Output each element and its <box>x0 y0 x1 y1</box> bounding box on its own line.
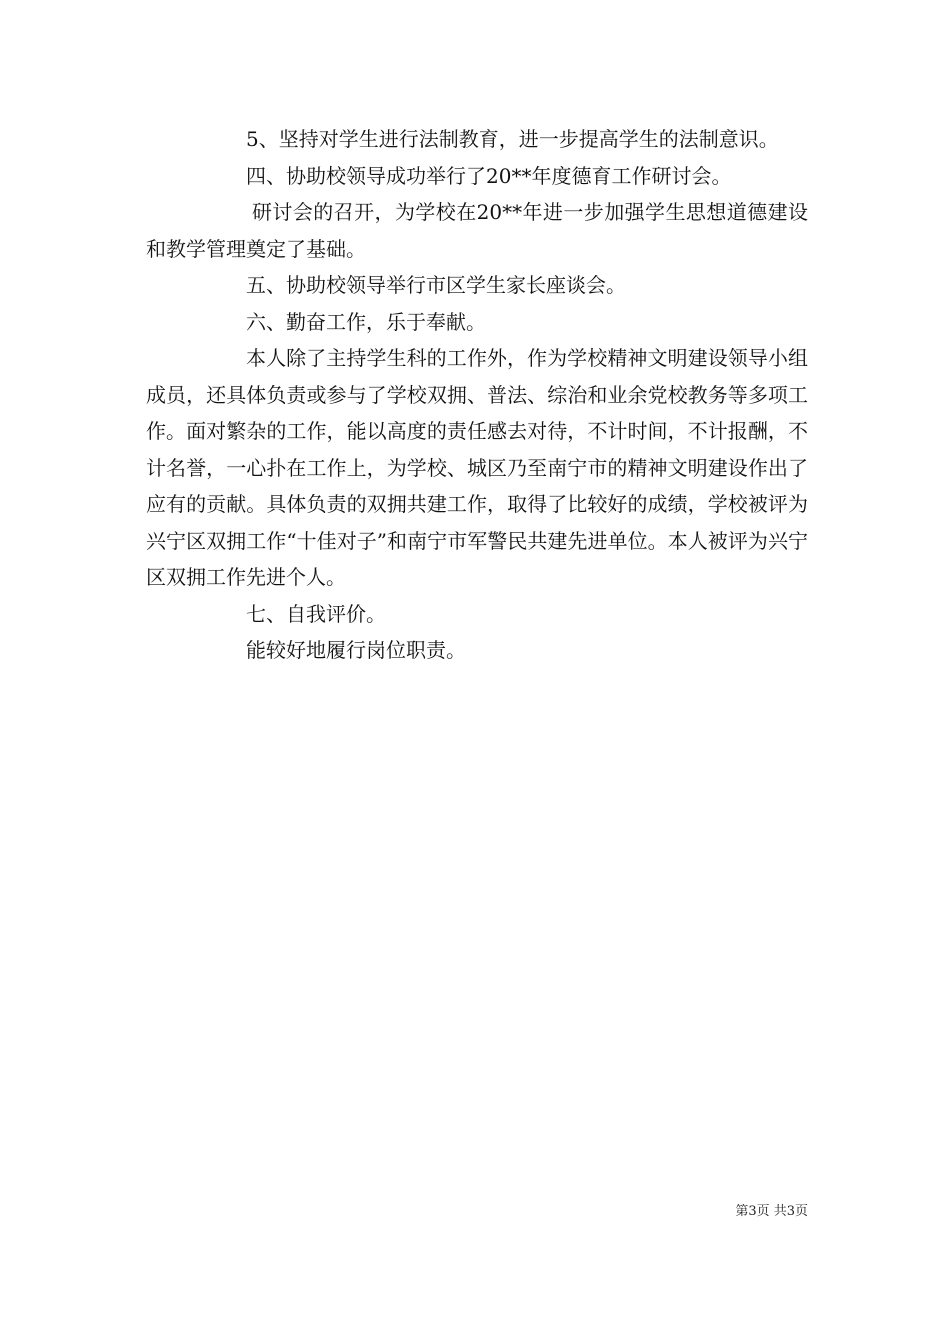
paragraph-self-evaluation-heading: 七、自我评价。 <box>246 601 386 626</box>
paragraph-diligent-work: 六、勤奋工作，乐于奉献。 <box>246 309 486 334</box>
page-footer: 第3页 共3页 <box>735 1204 808 1219</box>
paragraph-legal-education: 5、坚持对学生进行法制教育，进一步提高学生的法制意识。 <box>246 127 779 151</box>
paragraph-work-details: 本人除了主持学生科的工作外，作为学校精神文明建设领导小组成员，还具体负责或参与了学校双拥、普法、综治和业余党校教务等多项工作。面对繁杂的工作，能以高度的责任感去对待，不计时间，不计报酬，不计名誉，一心扑在工作上，为学校、城区乃至南宁市的精神文明建设作出了应有的贡献。具体负责的双拥共建工作，取得了比较好的成绩，学校被评为兴宁区双拥工作“十佳对子”和南宁市军警民共建先进单位。本人被评为兴宁区双拥工作先进个人。 <box>146 346 808 589</box>
paragraph-parent-meeting: 五、协助校领导举行市区学生家长座谈会。 <box>246 273 626 297</box>
paragraph-seminar-detail: 研讨会的召开，为学校在20**年进一步加强学生思想道德建设和教学管理奠定了基础。 <box>146 200 808 261</box>
document-body <box>146 121 808 669</box>
paragraph-self-evaluation: 能较好地履行岗位职责。 <box>246 638 466 662</box>
paragraph-seminar-heading: 四、协助校领导成功举行了20**年度德育工作研讨会。 <box>246 163 732 188</box>
